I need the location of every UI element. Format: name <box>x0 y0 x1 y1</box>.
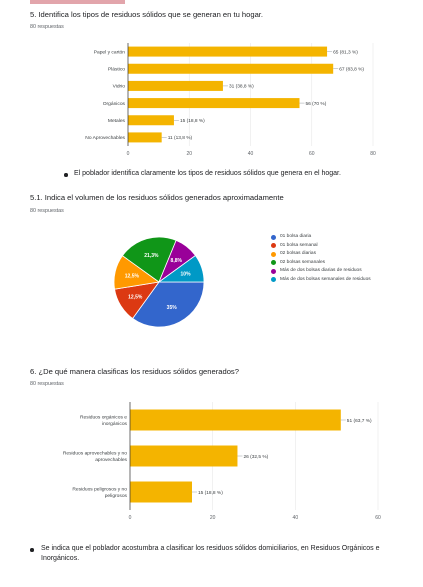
legend-swatch <box>271 269 276 274</box>
chart-residue-volume-pie <box>100 225 220 340</box>
legend-label: Más de dos bolsas diarias de residuos <box>280 268 362 273</box>
pie-slice-label: 35% <box>166 304 177 311</box>
category-label: Metales <box>107 119 125 125</box>
legend-swatch <box>271 252 276 257</box>
bar-value-label: 11 (13,8 %) <box>167 136 193 142</box>
question-5-1-title: 5.1. Indica el volumen de los residuos sólidos generados aproximadamente <box>30 193 284 202</box>
question-5-title: 5. Identifica los tipos de residuos sólidos que se generan en tu hogar. <box>30 10 264 19</box>
chart-residue-classification <box>0 398 423 528</box>
bar <box>128 115 174 125</box>
category-label: No Aprovechables <box>85 136 125 142</box>
legend-label: 01 bolsa diaria <box>280 234 312 239</box>
legend-swatch <box>271 243 276 248</box>
note-2: Se indica que el poblador acostumbra a clasificar los residuos sólidos domiciliarios, en Residuos Orgánicos e Inorgánicos. <box>41 545 380 562</box>
category-label: Residuos peligrosos y no <box>72 487 127 493</box>
bar-value-label: 67 (83,8 %) <box>339 67 364 73</box>
pie-slice-label: 12,5% <box>124 273 139 280</box>
pie-legend <box>271 234 391 285</box>
bar <box>130 410 341 431</box>
legend-label: 02 bolsas diarias <box>280 251 316 256</box>
legend-swatch <box>271 235 276 240</box>
category-label: Orgánicos <box>102 101 125 107</box>
chart-residue-types <box>0 40 423 166</box>
legend-item <box>271 234 391 240</box>
category-label: Papel y cartón <box>93 50 125 56</box>
legend-item <box>271 251 391 257</box>
bar-value-label: 51 (63,7 %) <box>346 418 372 424</box>
note-1: El poblador identifica claramente los tipos de residuos sólidos que genera en el hogar. <box>74 170 341 177</box>
x-tick-label: 20 <box>186 151 193 157</box>
question-5-1-responses: 80 respuestas <box>30 208 64 214</box>
bar-value-label: 56 (70 %) <box>305 101 327 107</box>
pie-slice-label: 21,3% <box>144 253 159 260</box>
bar <box>128 98 300 108</box>
legend-label: 02 bolsas semanales <box>280 259 326 265</box>
category-label: inorgánicos <box>101 422 127 427</box>
x-tick-label: 60 <box>375 515 381 521</box>
x-tick-label: 20 <box>209 515 216 521</box>
legend-label: Más de dos bolsas semanales de residuos <box>280 276 371 282</box>
category-label: peligrosos <box>104 494 127 499</box>
bar <box>130 446 237 467</box>
pie-slice-label: 10% <box>180 271 191 278</box>
x-tick-label: 0 <box>128 515 132 521</box>
pie-slice-label: 8,8% <box>170 258 182 265</box>
bar <box>128 47 327 57</box>
legend-item <box>271 268 391 274</box>
bullet-point <box>64 173 68 177</box>
legend-item <box>271 243 391 249</box>
legend-swatch <box>271 277 276 282</box>
bar <box>128 132 162 142</box>
question-6-title: 6. ¿De qué manera clasificas los residuos sólidos generados? <box>30 367 239 376</box>
x-tick-label: 40 <box>247 151 254 157</box>
legend-item <box>271 260 391 266</box>
category-label: Vidrio <box>112 84 125 90</box>
x-tick-label: 60 <box>308 151 315 157</box>
bullet-point <box>30 548 34 552</box>
legend-swatch <box>271 260 276 265</box>
bar-value-label: 15 (18,8 %) <box>198 490 223 496</box>
category-label: Plástico <box>107 67 125 73</box>
bar-value-label: 65 (81,3 %) <box>333 50 358 56</box>
legend-item <box>271 277 391 283</box>
legend-label: 01 bolsa semanal <box>280 242 318 248</box>
category-label: Residuos aprovechables y no <box>62 451 127 457</box>
bar <box>128 81 223 91</box>
bar-value-label: 15 (18,8 %) <box>179 119 205 125</box>
pie-slice-label: 12,5% <box>128 294 143 301</box>
bar-value-label: 31 (38,8 %) <box>228 84 254 90</box>
x-tick-label: 0 <box>126 151 130 157</box>
bar-value-label: 26 (32,5 %) <box>243 454 269 460</box>
x-tick-label: 80 <box>370 151 376 157</box>
bar <box>130 482 192 503</box>
question-5-responses: 80 respuestas <box>30 24 64 30</box>
bar <box>128 64 333 74</box>
category-label: Residuos orgánicos e <box>79 415 127 421</box>
x-tick-label: 40 <box>292 515 299 521</box>
header-accent-bar <box>30 0 125 4</box>
question-6-responses: 80 respuestas <box>30 381 64 387</box>
category-label: aprovechables <box>95 458 127 463</box>
